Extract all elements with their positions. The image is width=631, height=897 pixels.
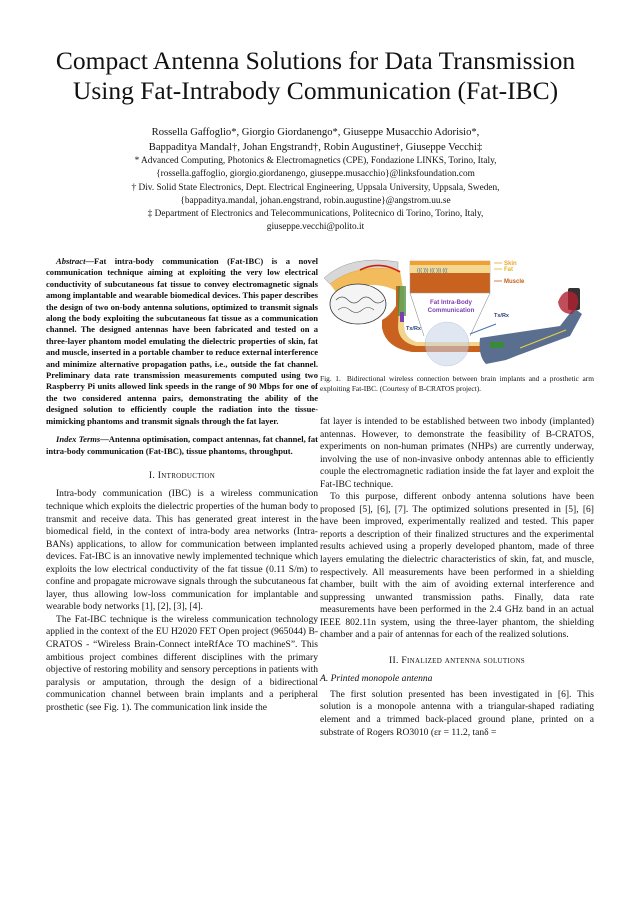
authors-line-2: Bappaditya Mandal†, Johan Engstrand†, Robin Augustine†, Giuseppe Vecchi‡ [148, 141, 483, 153]
right-paragraph-2: To this purpose, different onbody antenna solutions have been proposed [5], [6], [7]. The optimized solutions presented in [5], [6] have been improved, experimentally realized and tested. This paper reports a description of their finalized structures and the experimental results achieved using a properly developed phantom, made of three layers emulating the dielectric characteristics of skin, fat, and muscle, respectively. All measurements have been performed in a shielding chamber, built with the aim of avoiding external interference and suppressing unwanted transmission paths. Finally, data rate measurements have been performed in the 2.4 GHz band in an actual IEEE 802.11n system, using the three-layer phantom, the shielding chamber and a pair of antennas for each of the realized solutions. [320, 491, 594, 641]
abstract [46, 256, 318, 427]
fat-ibc-illustration [320, 256, 594, 368]
index-terms-text: —Antenna optimisation, compact antennas, fat channel, fat intra-body communication (Fat-IBC), tissue phantoms, throughput. [46, 434, 318, 456]
index-terms-label: Index Terms [56, 434, 101, 445]
prosthetic-arm-icon [480, 334, 506, 364]
skin-label: Skin [504, 261, 517, 267]
figure-caption-text: Bidirectional wireless connection between brain implants and a prosthetic arm exploiting Fat-IBC. (Courtesy of B-CRATOS project). [320, 374, 594, 393]
affiliation-1-emails: {rossella.gaffoglio, giorgio.giordanengo, giuseppe.musacchio}@linksfoundation.com [156, 169, 475, 180]
fat-ibc-label-line1: Fat Intra-Body [430, 299, 472, 306]
intro-paragraph-2: The Fat-IBC technique is the wireless communication technology applied in the context of the EU H2020 FET Open project (965044) B-CRATOS - “Wireless Brain-Connect inteRfAce TO machineS”. This ambitious project combines different disciplines with the primary objective of restoring mobility and sensory perceptions in patients with paralysis or amputation, through the design of a bidirectional communication channel between brain implants and a peripheral prosthetic (see Fig. 1). The communication link inside the [46, 613, 318, 713]
authors-line-1: Rossella Gaffoglio*, Giorgio Giordanengo*, Giuseppe Musacchio Adorisio*, [151, 127, 480, 138]
svg-text:((( ))) ((( ))) (((: ((( ))) ((( ))) ((( [417, 268, 448, 274]
section-title: Finalized antenna solutions [401, 654, 525, 666]
section-title: Introduction [157, 469, 216, 481]
right-paragraph-1: fat layer is intended to be established between two inbody (implanted) antennas. However, to demonstrate the feasibility of B-CRATOS, experiments on non-human primates (NHPs) are currently underway, involving the use of non-invasive onbody antennas able to efficiently couple the electromagnetic radiation inside the fat layer and exploit the Fat-IBC technique. [320, 416, 594, 490]
fat-label: Fat [504, 267, 513, 273]
affiliation-3: ‡ Department of Electronics and Telecommunications, Politecnico di Torino, Torino, Italy, [147, 209, 484, 219]
subsection-heading-a: A. Printed monopole antenna [320, 673, 433, 685]
title-line-1: Compact Antenna Solutions for Data Transmission [55, 46, 576, 75]
section2-paragraph-1: The first solution presented has been investigated in [6]. This solution is a monopole antenna with a triangular-shaped radiating element and a trimmed back-placed ground plane, printed on a substrate of Rogers RO3010 (εr = 11.2, tanδ = [320, 688, 594, 738]
section-heading-finalized-antenna-solutions [320, 655, 594, 668]
affiliation-2-emails: {bappaditya.mandal, johan.engstrand, robin.augustine}@angstrom.uu.se [180, 195, 451, 206]
section-number: I. [148, 469, 156, 481]
brain-icon [330, 284, 386, 324]
author-block [60, 126, 571, 234]
affiliation-2: † Div. Solid State Electronics, Dept. Electrical Engineering, Uppsala University, Uppsala, Sweden, [131, 182, 500, 193]
txrx-right-label: Tx/Rx [494, 313, 509, 319]
abstract-text: —Fat intra-body communication (Fat-IBC) is a novel communication technique aiming at exploiting the very low electrical conductivity of subcutaneous fat tissue to convey electromagnetic signals among implantable and wearable biomedical devices. This paper describes the design of two on-body antenna solutions, optimized to transmit signals along the body exploiting the subcutaneous fat tissue as a communication channel. The designed antennas have been fabricated and tested on a three-layer phantom model emulating the dielectric properties of skin, fat and muscle, inserted in a portable chamber to reduce external interference and minimize alternative propagation paths, i.e., outside the fat channel. Preliminary data rate transmission measurements computed using two Raspberry Pi units allowed link speeds in the range of 90 Mbps for one of the two considered antenna pairs, demonstrating the ability of the designed solution to efficiently couple the radiation into the tissue-mimicking phantoms and transmit signals through the fat layer. [46, 256, 318, 426]
index-terms [46, 434, 318, 457]
figure-1-caption [320, 374, 594, 394]
section-number: II. [388, 654, 399, 666]
affiliation-1: * Advanced Computing, Photonics & Electromagnetics (CPE), Fondazione LINKS, Torino, Italy, [134, 156, 497, 167]
muscle-label: Muscle [504, 279, 525, 285]
section-heading-introduction [46, 470, 318, 483]
paper-title [0, 46, 631, 106]
right-column [320, 256, 594, 739]
fat-ibc-label-line2: Communication [427, 307, 475, 314]
title-line-2: Using Fat-Intrabody Communication (Fat-IBC) [72, 76, 559, 105]
left-column [46, 256, 318, 714]
txrx-left-label: Tx/Rx [406, 326, 421, 332]
figure-1 [320, 256, 594, 368]
intro-paragraph-1: Intra-body communication (IBC) is a wireless communication technique which exploits the dielectric properties of the human body to transmit and receive data. This has generated great interest in the biomedical field, in the context of intra-body area networks (Intra-BANs) applications, to allow for communication between implanted devices. Fat-IBC is an innovative newly implemented technique which exploits the low electrical conductivity of the fat tissue (0.11 S/m) to confine and propagate microwave signals through the subcutaneous fat layer, thus allowing low-loss communication for implantable and wearable body networks [1], [2], [3], [4]. [46, 488, 319, 613]
figure-label: Fig. 1. [320, 374, 341, 383]
affiliation-3-emails: giuseppe.vecchi@polito.it [266, 222, 365, 233]
abstract-label: Abstract [56, 256, 86, 266]
